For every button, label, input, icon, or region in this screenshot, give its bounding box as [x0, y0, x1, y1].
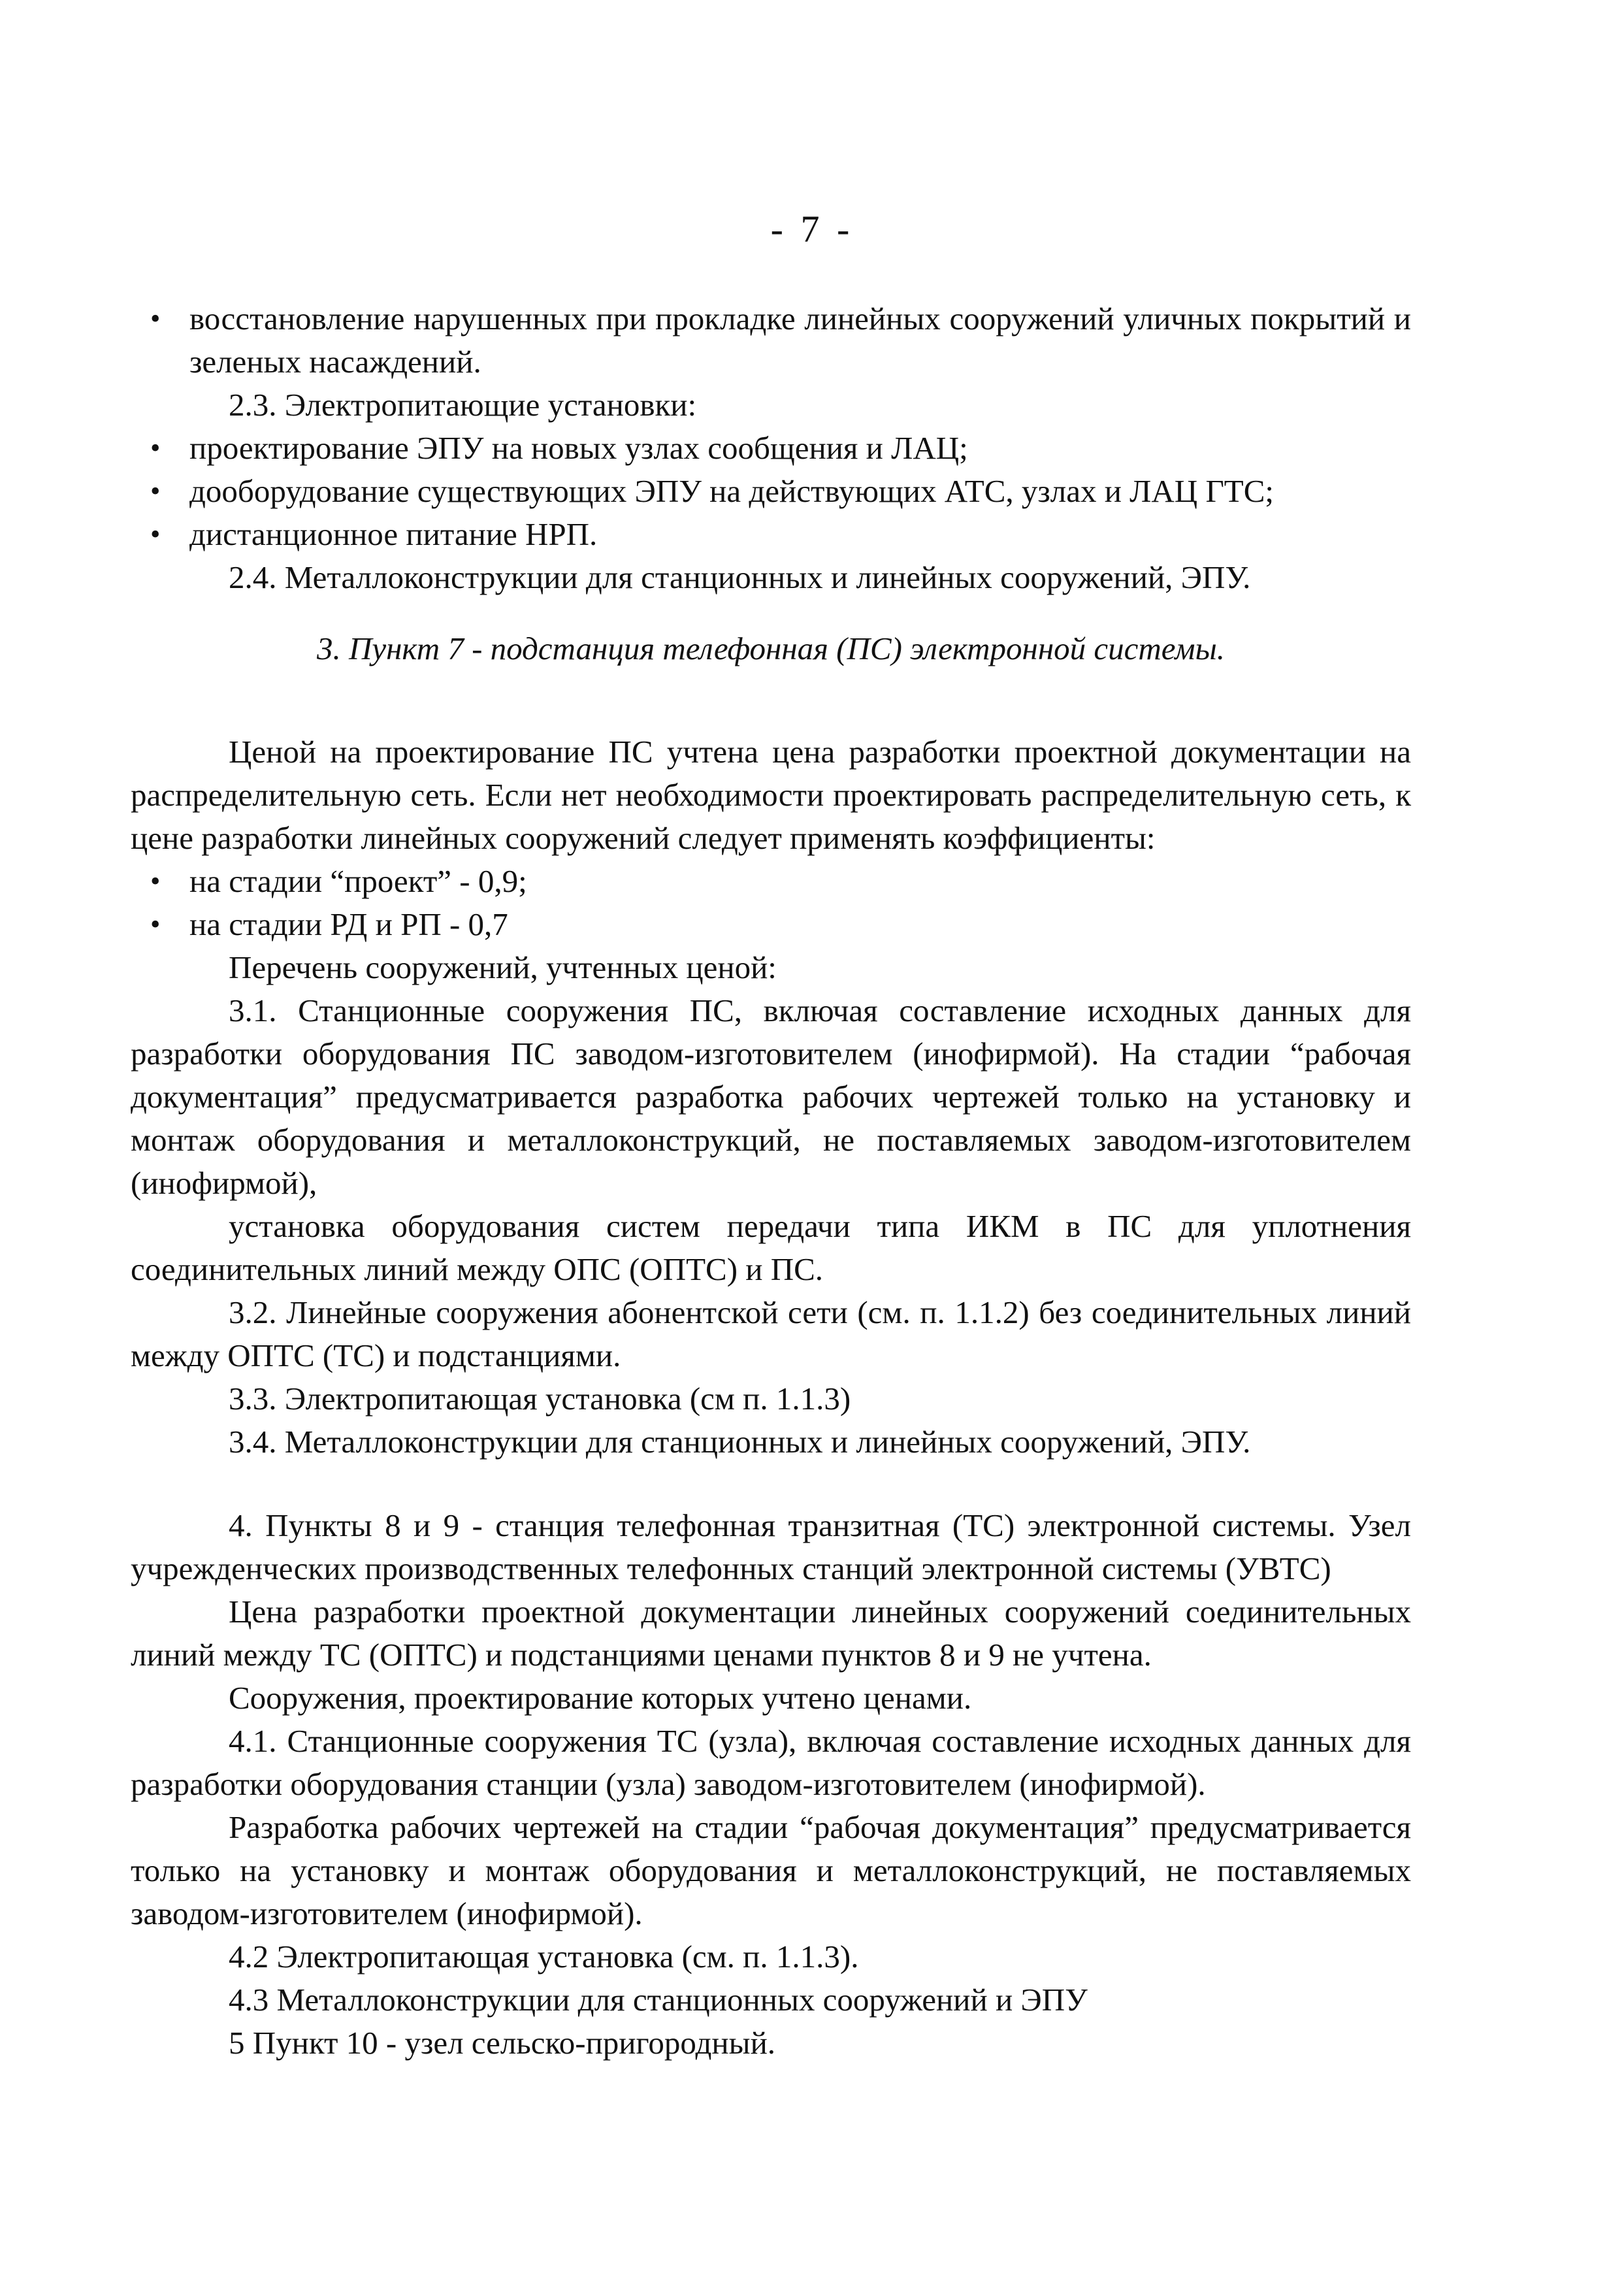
section-4-heading: 4. Пункты 8 и 9 - станция телефонная транзитная (ТС) электронной системы. Узел учрежденческих производственных телефонных станций электронной системы (УВТС) — [131, 1507, 1411, 1586]
document-body — [131, 297, 1411, 2065]
item-4-1: 4.1. Станционные сооружения ТС (узла), включая составление исходных данных для разработки оборудования станции (узла) заводом-изготовителем (инофирмой). — [131, 1723, 1411, 1802]
section-3-list-title: Перечень сооружений, учтенных ценой: — [229, 949, 777, 985]
section-3-intro: Ценой на проектирование ПС учтена цена разработки проектной документации на распределительную сеть. Если нет необходимости проектировать распределительную сеть, к цене разработки линейных сооружений следует применять коэффициенты: — [131, 734, 1411, 856]
section-4-paragraph-a: Цена разработки проектной документации линейных сооружений соединительных линий между ТС (ОПТС) и подстанциями ценами пунктов 8 и 9 не учтена. — [131, 1594, 1411, 1673]
item-3-4: 3.4. Металлоконструкции для станционных и линейных сооружений, ЭПУ. — [229, 1424, 1251, 1460]
list-item-epu-upgrade: • дооборудование существующих ЭПУ на действующих АТС, узлах и ЛАЦ ГТС; — [131, 470, 1411, 513]
section-2-3-title: 2.3. Электропитающие установки: — [229, 387, 697, 423]
coefficient-rd-rp: • на стадии РД и РП - 0,7 — [131, 903, 1411, 946]
item-3-1: 3.1. Станционные сооружения ПС, включая составление исходных данных для разработки оборудования ПС заводом-изготовителем (инофирмой). На стадии “рабочая документация” предусматривается разработка рабочих чертежей только на установку и монтаж оборудования и металлоконструкций, не поставляемых заводом-изготовителем (инофирмой), — [131, 992, 1411, 1201]
item-4-2: 4.2 Электропитающая установка (см. п. 1.1.3). — [229, 1939, 859, 1974]
list-item-epu-design: • проектирование ЭПУ на новых узлах сообщения и ЛАЦ; — [131, 427, 1411, 470]
item-4-1-continued: Разработка рабочих чертежей на стадии “рабочая документация” предусматривается только на установку и монтаж оборудования и металлоконструкций, не поставляемых заводом-изготовителем (инофирмой). — [131, 1809, 1411, 1931]
item-5: 5 Пункт 10 - узел сельско-пригородный. — [229, 2025, 776, 2061]
coefficient-project: • на стадии “проект” - 0,9; — [131, 860, 1411, 903]
page-number: - 7 - — [770, 208, 854, 250]
item-3-3: 3.3. Электропитающая установка (см п. 1.1.3) — [229, 1381, 851, 1417]
item-3-1-continued: установка оборудования систем передачи типа ИКМ в ПС для уплотнения соединительных линий между ОПС (ОПТС) и ПС. — [131, 1208, 1411, 1287]
section-3-heading: 3. Пункт 7 - подстанция телефонная (ПС) электронной системы. — [316, 631, 1226, 666]
list-item-remote-power: • дистанционное питание НРП. — [131, 513, 1411, 556]
list-item-restoration: • восстановление нарушенных при прокладке линейных сооружений уличных покрытий и зеленых насаждений. — [131, 297, 1411, 384]
item-4-3: 4.3 Металлоконструкции для станционных сооружений и ЭПУ — [229, 1982, 1088, 2018]
section-4-paragraph-b: Сооружения, проектирование которых учтено ценами. — [229, 1680, 972, 1716]
item-3-2: 3.2. Линейные сооружения абонентской сети (см. п. 1.1.2) без соединительных линий между ОПТС (ТС) и подстанциями. — [131, 1294, 1411, 1373]
section-2-4-title: 2.4. Металлоконструкции для станционных и линейных сооружений, ЭПУ. — [229, 559, 1251, 595]
